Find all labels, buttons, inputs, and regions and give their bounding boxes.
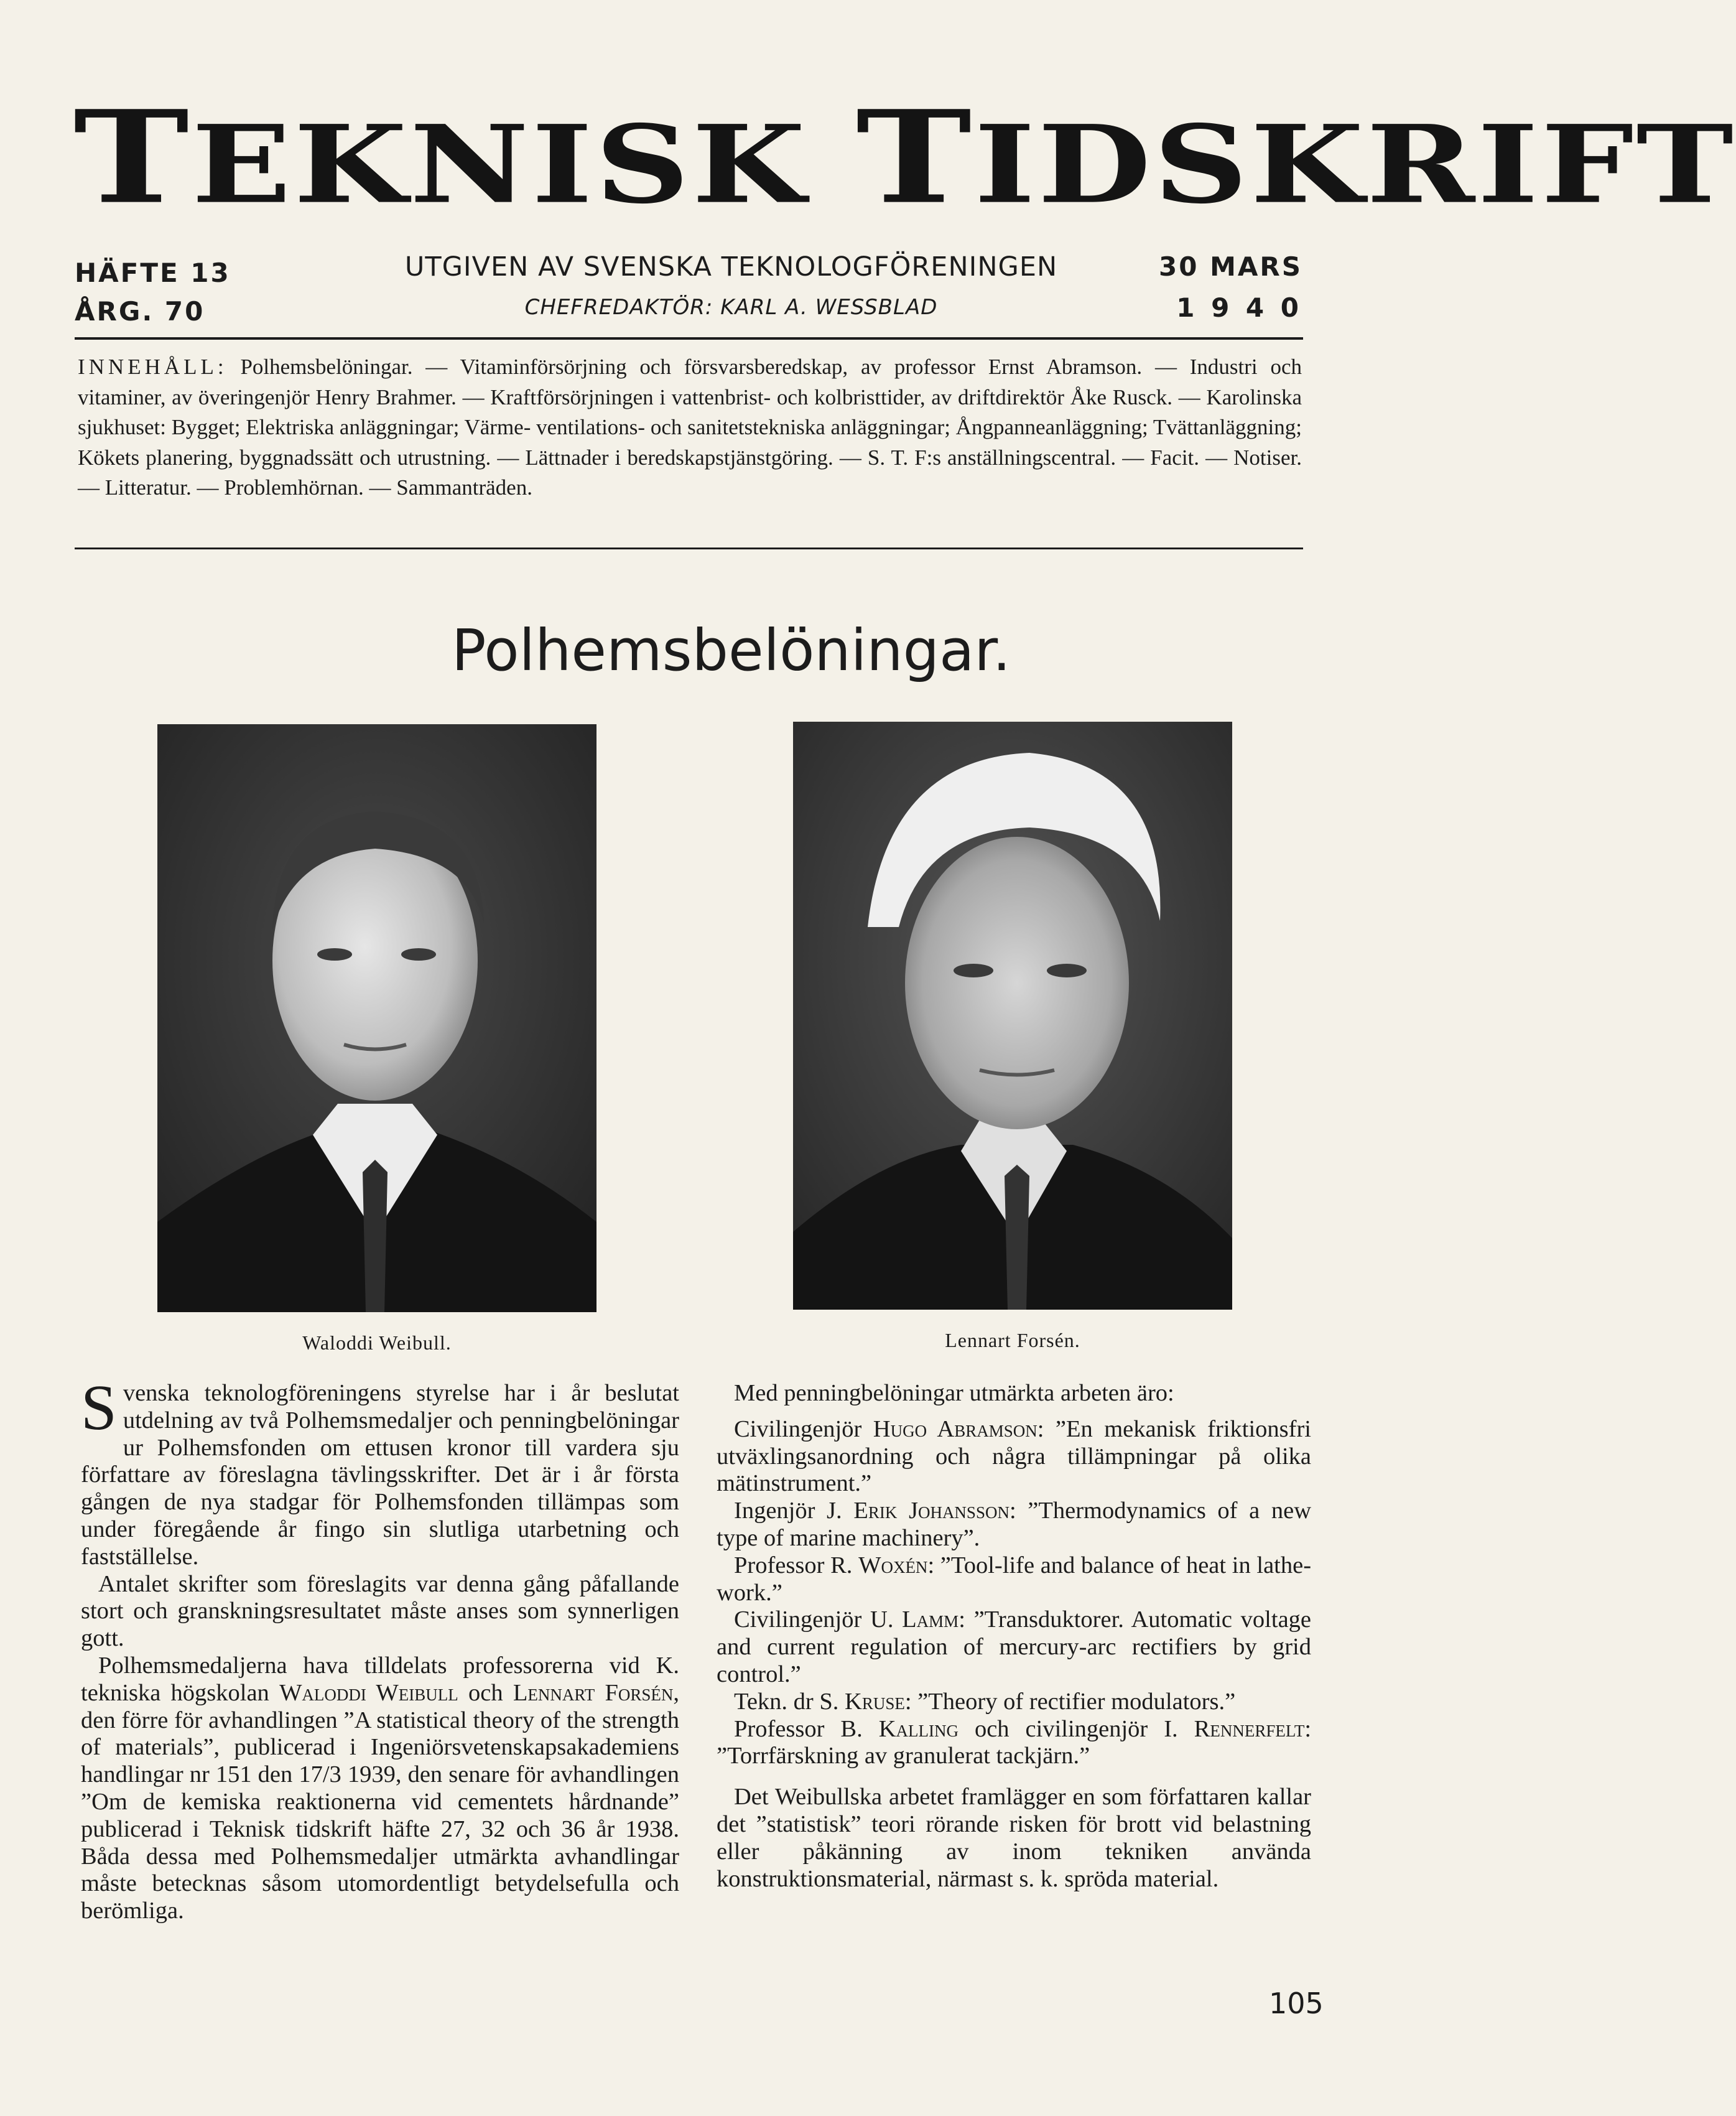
article-paragraph: Antalet skrifter som föreslagits var denna gång påfallande stort och granskningsresultatet måste anses som synnerligen gott. [81, 1570, 679, 1652]
table-of-contents [78, 352, 1302, 503]
photo-caption: Waloddi Weibull. [302, 1331, 452, 1354]
contents-text: Polhemsbelöningar. — Vitaminförsörjning och försvarsberedskap, av professor Ernst Abramson. — Industri och vitaminer, av överingenjör Henry Brahmer. — Kraftförsörjningen i vattenbrist- och kolbristtider, av driftdirektör Åke Rusck. — Karolinska sjukhuset: Bygget; Elektriska anläggningar; Värme- ventilations- och sanitetstekniska anläggningar; Ångpanneanläggning; Tvättanläggning; Kökets planering, byggnadssätt och utrustning. — Lättnader i beredskapstjänstgöring. — S. T. F:s anställningscentral. — Facit. — Notiser. — Litteratur. — Problemhörnan. — Sammanträden. [78, 355, 1302, 500]
photo-caption: Lennart Forsén. [945, 1329, 1080, 1351]
article-paragraph: Polhemsmedaljerna hava tilldelats professorerna vid K. tekniska högskolan Waloddi Weibull och Lennart Forsén, den förre för avhandlingen ”A statistical theory of the strength of materials”, publicerad i Ingeniörsvetenskapsakademiens handlingar nr 151 den 17/3 1939, den senare för avhandlingen ”Om de kemiska reaktionerna vid cementets hårdnande” publicerad i Teknisk tidskrift häfte 27, 32 och 36 år 1938. Båda dessa med Polhemsmedaljer utmärkta avhandlingar måste betecknas såsom utomordentligt betydelsefulla och berömliga. [81, 1652, 680, 1924]
publisher-line: UTGIVEN AV SVENSKA TEKNOLOGFÖRENINGEN [404, 251, 1058, 282]
portrait-photo-forsen [793, 722, 1232, 1310]
article-left-column [81, 1372, 680, 1925]
masthead-word: IDSKRIFT [974, 101, 1736, 228]
drop-cap: S [81, 1372, 117, 1443]
article-right-column [717, 1380, 1311, 1893]
award-item: Civilingenjör U. Lamm: ”Transduktorer. Automatic voltage and current regulation of mercury-arc rectifiers by grid control.” [717, 1606, 1312, 1687]
masthead-word: EKNISK [192, 101, 808, 228]
award-item: Professor R. Woxén: ”Tool-life and balance of heat in lathe-work.” [717, 1552, 1312, 1606]
masthead [73, 82, 1736, 233]
award-item: Ingenjör J. Erik Johansson: ”Thermodynamics of a new type of marine machinery”. [717, 1498, 1311, 1551]
volume-number: ÅRG. 70 [75, 296, 205, 327]
article-title: Polhemsbelöningar. [452, 617, 1011, 684]
masthead-initial: T [856, 82, 975, 233]
page-number: 105 [1269, 1987, 1324, 2020]
award-item: Tekn. dr S. Kruse: ”Theory of rectifier modulators.” [734, 1688, 1236, 1715]
portrait-forsen-image [793, 722, 1232, 1310]
article-paragraph: Svenska teknologföreningens styrelse har i år beslutat utdelning av två Polhemsmedaljer och penningbelöningar ur Polhemsfonden om ettusen kronor till vardera sju författare av föreslagna tävlingsskrifter. Det är i år första gången de nya stadgar för Polhemsfonden tillämpas som under föregående år fingo sin slutliga utarbetning och fastställelse. [81, 1372, 679, 1570]
header-rule [75, 337, 1303, 340]
portrait-photo-weibull [157, 724, 596, 1312]
award-item: Civilingenjör Hugo Abramson: ”En mekanisk friktionsfri utväxlingsanordning och några tillämpningar på olika mätinstrument.” [717, 1415, 1312, 1497]
issue-date: 30 MARS [1159, 251, 1302, 282]
issue-number: HÄFTE 13 [75, 258, 231, 288]
contents-rule [75, 548, 1303, 549]
editor-line: CHEFREDAKTÖR: KARL A. WESSBLAD [524, 295, 938, 320]
issue-year: 1 9 4 0 [1176, 292, 1302, 323]
portrait-weibull-image [157, 724, 596, 1312]
closing-paragraph: Det Weibullska arbetet framlägger en som författaren kallar det ”statistisk” teori rörande risken för brott vid belastning eller påkänning av inom tekniken använda konstruktionsmaterial, närmast s. k. spröda material. [717, 1784, 1311, 1892]
contents-label: INNEHÅLL: [78, 355, 228, 379]
masthead-initial: T [73, 82, 192, 233]
award-item: Professor B. Kalling och civilingenjör I. Rennerfelt: ”Torrfärskning av granulerat tackjärn.” [717, 1715, 1312, 1769]
awards-intro: Med penningbelöningar utmärkta arbeten äro: [734, 1380, 1174, 1406]
